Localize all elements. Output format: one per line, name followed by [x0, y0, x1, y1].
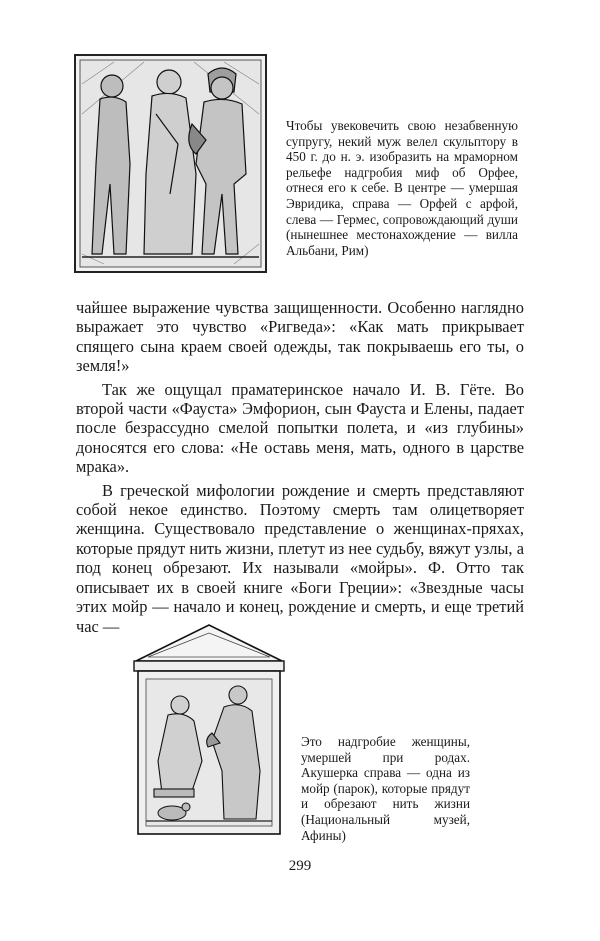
tombstone-illustration-bottom: [132, 621, 286, 836]
body-text: [76, 298, 524, 636]
figure-caption-bottom: Это надгробие женщины, умершей при родах. Акушерка справа — одна из мойр (парок), которые прядут и обрезают нить жизни (Национальный музей, Афины): [301, 734, 470, 843]
relief-illustration-top: [74, 54, 267, 273]
page-number: 299: [288, 858, 312, 874]
paragraph-1: чайшее выражение чувства защищенности. Особенно наглядно выражает это чувство «Ригведа»: «Как мать прикрывает спящего сына краем своей одежды, так покрываешь его ты, о земля!»: [76, 298, 524, 376]
paragraph-3: В греческой мифологии рождение и смерть представляют собой некое единство. Поэтому смерть там олицетворяет женщина. Существовало представление о женщинах-пряхах, которые прядут нить жизни, плетут из нее судьбу, вяжут узлы, а под конец обрезают. Их называли «мойры». Ф. Отто так описывает их в своей книге «Боги Греции»: «Звездные часы этих мойр — начало и конец, рождение и смерть, и еще третий час —: [76, 480, 524, 636]
paragraph-2: Так же ощущал праматеринское начало И. В. Гёте. Во второй части «Фауста» Эмфорион, сын Фауста и Елены, падает после безрассудно смелой попытки полета, и «из глубины» доносятся его слова: «Не оставь меня, мать, одного в царстве мрака».: [76, 379, 524, 477]
figure-caption-top: Чтобы увековечить свою незабвенную супругу, некий муж велел скульптору в 450 г. до н. э. изобразить на мраморном рельефе надгробия миф об Орфее, отнеся его к себе. В центре — умершая Эвридика, справа — Орфей с арфой, слева — Гермес, сопровождающий души (нынешнее местонахождение — вилла Альбани, Рим): [286, 118, 518, 258]
